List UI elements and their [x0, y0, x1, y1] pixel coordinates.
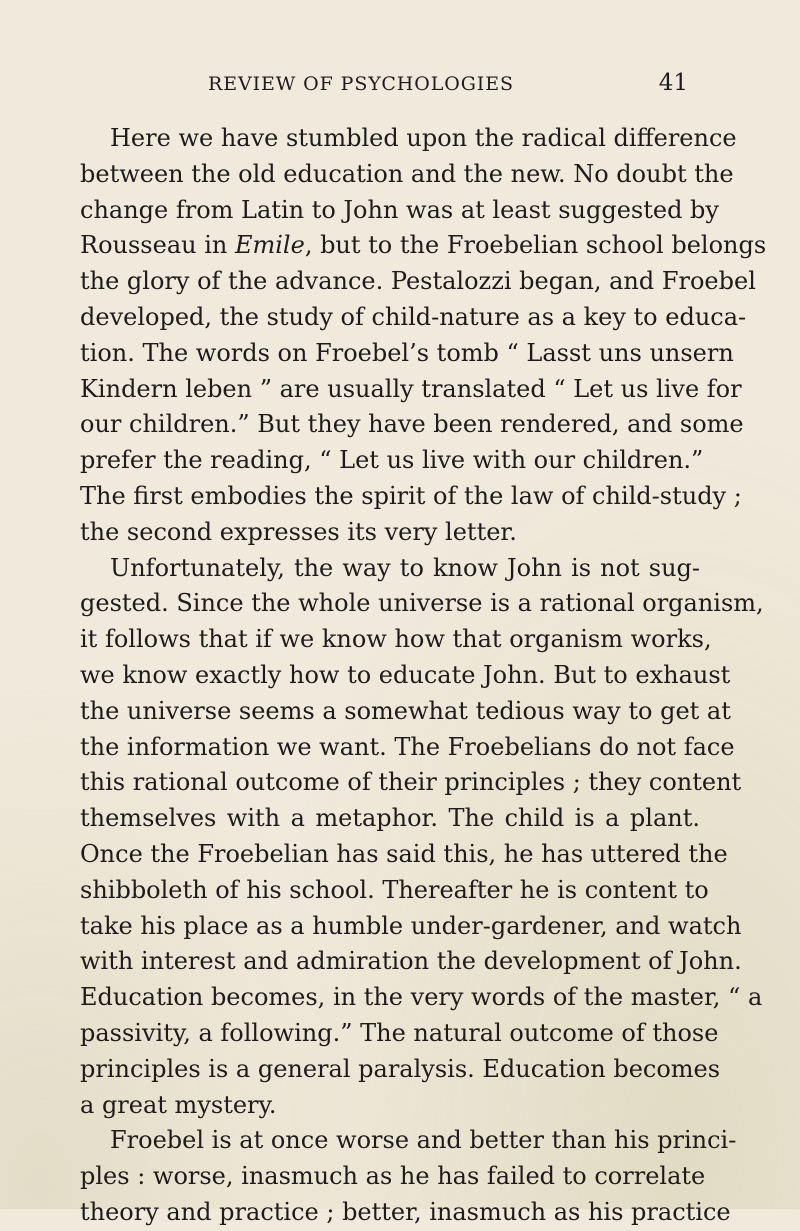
text-line: this rational outcome of their principles ; they content — [80, 768, 742, 797]
text-line: the universe seems a somewhat tedious way to get at — [80, 696, 731, 725]
running-head — [208, 70, 688, 99]
text-line: the information we want. The Froebelians do not face — [80, 732, 735, 761]
text-line: principles is a general paralysis. Education becomes — [80, 1054, 721, 1083]
text-line: passivity, a following.” The natural outcome of those — [80, 1018, 719, 1047]
text-line: Froebel is at once worse and better than his princi- — [110, 1126, 737, 1155]
text-line: tion. The words on Froebel’s tomb “ Lasst uns unsern — [80, 338, 734, 367]
text-line: Education becomes, in the very words of the master, “ a — [80, 983, 763, 1012]
text-line: Here we have stumbled upon the radical difference — [110, 124, 737, 152]
text-line: shibboleth of his school. Thereafter he is content to — [80, 875, 709, 904]
text-line: Once the Froebelian has said this, he has uttered the — [80, 839, 728, 868]
text-line: with interest and admiration the development of John. — [80, 947, 742, 976]
text-line: prefer the reading, “ Let us live with our children.” — [80, 446, 704, 475]
text-line: The first embodies the spirit of the law of child-study ; — [80, 481, 742, 510]
running-title: REVIEW OF PSYCHOLOGIES — [208, 73, 514, 95]
text-line: take his place as a humble under-gardener, and watch — [80, 911, 742, 940]
text-line: a great mystery. — [80, 1090, 277, 1119]
text-line: theory and practice ; better, inasmuch as his practice — [80, 1197, 731, 1226]
text-line: developed, the study of child-nature as a key to educa- — [80, 302, 747, 331]
text-line: change from Latin to John was at least suggested by — [80, 195, 719, 224]
body-text — [80, 121, 767, 1231]
text-line: gested. Since the whole universe is a rational organism, — [80, 589, 764, 618]
text-line: our children.” But they have been rendered, and some — [80, 410, 744, 439]
text-line: between the old education and the new. No doubt the — [80, 159, 734, 188]
text-line: Kindern leben ” are usually translated “ Let us live for — [80, 374, 742, 403]
page-number: 41 — [658, 70, 688, 96]
text-line: Rousseau in Emile, but to the Froebelian school belongs — [80, 231, 767, 260]
text-line: Unfortunately, the way to know John is not sug- — [110, 553, 700, 582]
text-line: themselves with a metaphor. The child is a plant. — [80, 804, 700, 833]
text-line: the second expresses its very letter. — [80, 517, 517, 546]
text-line: ples : worse, inasmuch as he has failed to correlate — [80, 1162, 706, 1191]
text-line: it follows that if we know how that organism works, — [80, 625, 712, 654]
text-line: the glory of the advance. Pestalozzi began, and Froebel — [80, 267, 756, 296]
text-line: we know exactly how to educate John. But to exhaust — [80, 660, 731, 689]
